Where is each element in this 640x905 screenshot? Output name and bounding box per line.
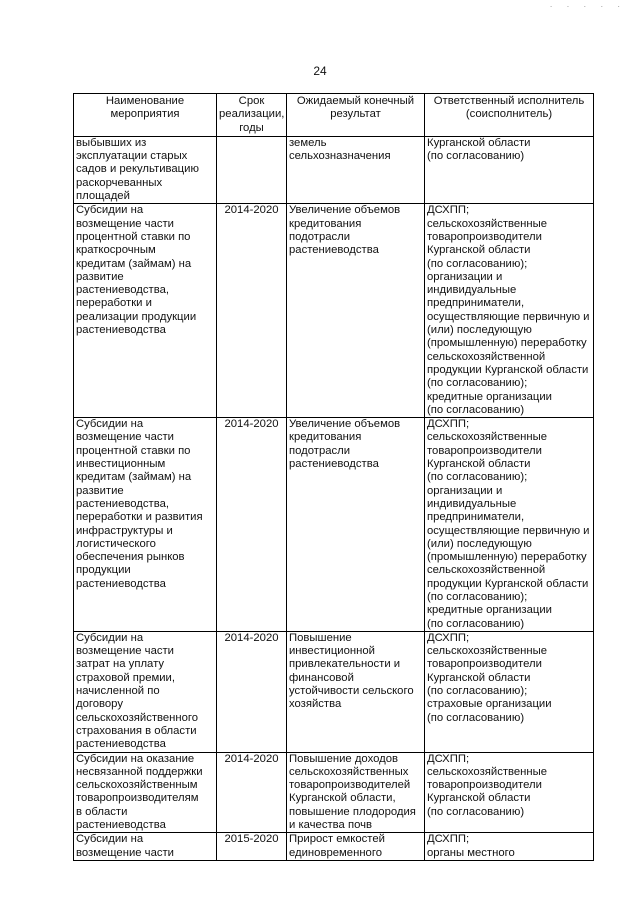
measures-table [73, 93, 594, 861]
cell-term: 2014-2020 [217, 631, 287, 752]
cell-expected-result: Увеличение объемов кредитования подотрасли растениеводства [287, 418, 425, 632]
cell-measure-name: выбывших из эксплуатации старых садов и рекультивацию раскорчеванных площадей [74, 136, 217, 203]
header-responsible-executor: Ответственный исполнитель (соисполнитель) [425, 94, 594, 137]
cell-term: 2014-2020 [217, 204, 287, 418]
cell-measure-name: Субсидии на возмещение части затрат на уплату страховой премии, начисленной по договору сельскохозяйственного страхования в области растениеводства [74, 631, 217, 752]
table-row [74, 418, 594, 632]
table-header [74, 94, 594, 137]
cell-term: 2014-2020 [217, 752, 287, 833]
page-number: 24 [313, 64, 327, 78]
cell-expected-result: земель сельхозназначения [287, 136, 425, 203]
table-row [74, 631, 594, 752]
cell-measure-name: Субсидии на возмещение части процентной ставки по инвестиционным кредитам (займам) на развитие растениеводства, переработки и развития инфраструктуры и логистического обеспечения рынков продукции растениеводства [74, 418, 217, 632]
cell-expected-result: Повышение доходов сельскохозяйственных товаропроизводителей Курганской области, повышение плодородия и качества почв [287, 752, 425, 833]
cell-term [217, 136, 287, 203]
cell-responsible-executor: Курганской области (по согласованию) [425, 136, 594, 203]
cell-responsible-executor: ДСХПП; сельскохозяйственные товаропроизводители Курганской области (по согласованию); организации и индивидуальные предприниматели, осуществляющие первичную и (или) последующую (промышленную) переработку сельскохозяйственной продукции Курганской области (по согласованию); кредитные организации (по согласованию) [425, 204, 594, 418]
header-row [74, 94, 594, 137]
header-expected-result: Ожидаемый конечный результат [287, 94, 425, 137]
cell-measure-name: Субсидии на оказание несвязанной поддержки сельскохозяйственным товаропроизводителям в области растениеводства [74, 752, 217, 833]
cell-expected-result: Повышение инвестиционной привлекательности и финансовой устойчивости сельского хозяйства [287, 631, 425, 752]
cell-term: 2015-2020 [217, 833, 287, 861]
cell-responsible-executor: ДСХПП; сельскохозяйственные товаропроизводители Курганской области (по согласованию) [425, 752, 594, 833]
scan-corner-marks: · · · · · [549, 2, 626, 11]
table-row [74, 204, 594, 418]
table-body [74, 136, 594, 860]
cell-responsible-executor: ДСХПП; сельскохозяйственные товаропроизводители Курганской области (по согласованию); организации и индивидуальные предприниматели, осуществляющие первичную и (или) последующую (промышленную) переработку сельскохозяйственной продукции Курганской области (по согласованию); кредитные организации (по согласованию) [425, 418, 594, 632]
table-row [74, 752, 594, 833]
cell-responsible-executor: ДСХПП; сельскохозяйственные товаропроизводители Курганской области (по согласованию); страховые организации (по согласованию) [425, 631, 594, 752]
table-row [74, 833, 594, 861]
cell-measure-name: Субсидии на возмещение части [74, 833, 217, 861]
cell-expected-result: Увеличение объемов кредитования подотрасли растениеводства [287, 204, 425, 418]
cell-responsible-executor: ДСХПП; органы местного [425, 833, 594, 861]
header-measure-name: Наименование мероприятия [74, 94, 217, 137]
cell-term: 2014-2020 [217, 418, 287, 632]
table-row [74, 136, 594, 203]
cell-expected-result: Прирост емкостей единовременного [287, 833, 425, 861]
cell-measure-name: Субсидии на возмещение части процентной ставки по краткосрочным кредитам (займам) на развитие растениеводства, переработки и реализации продукции растениеводства [74, 204, 217, 418]
header-term: Срок реализации, годы [217, 94, 287, 137]
